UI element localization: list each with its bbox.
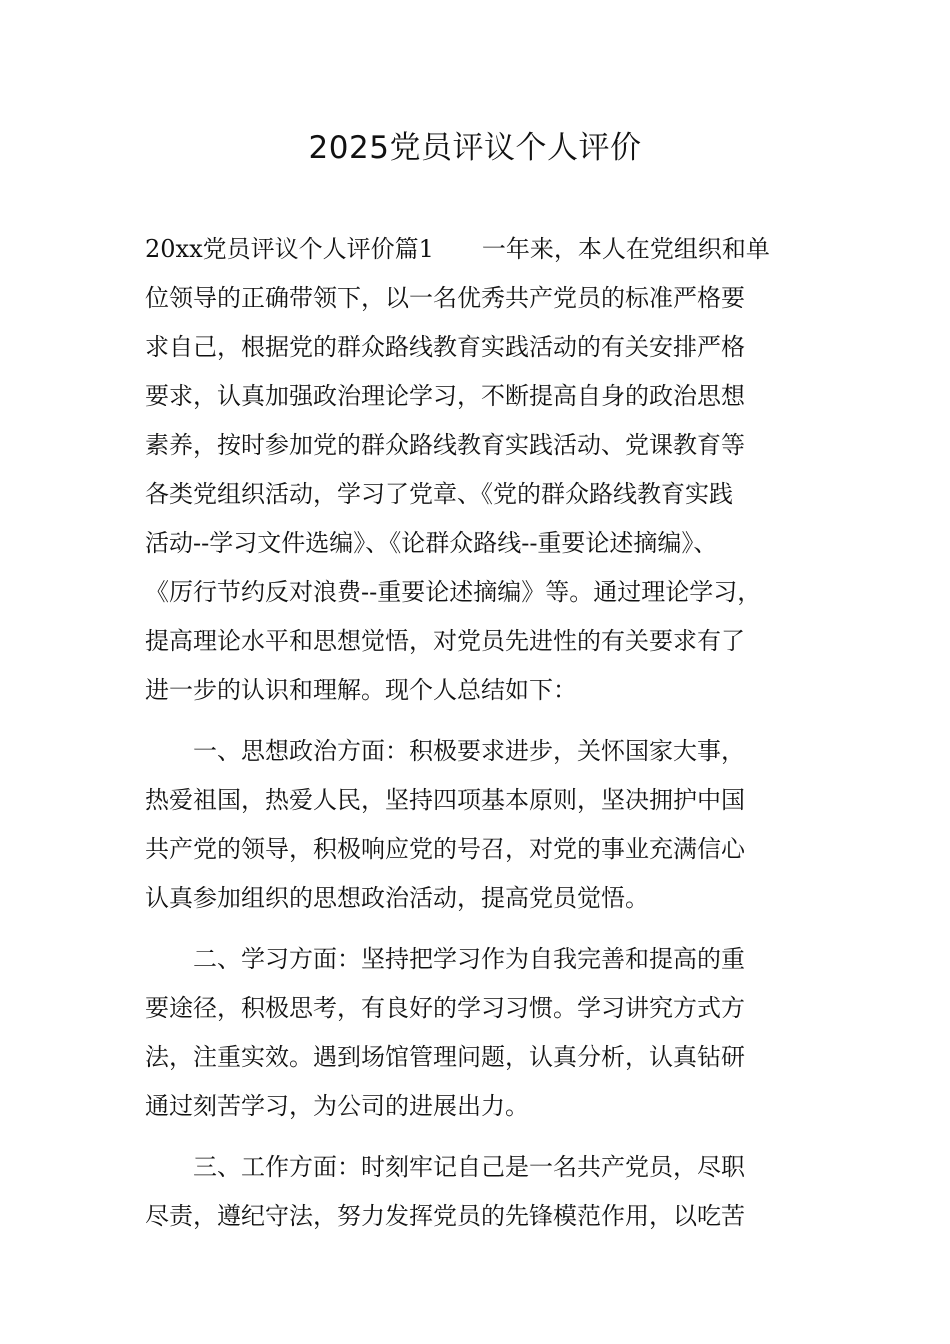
text-line: 进一步的认识和理解。现个人总结如下： [145, 676, 577, 704]
text-line: 共产党的领导，积极响应党的号召，对党的事业充满信心 [145, 835, 745, 863]
paragraph-gap [145, 715, 817, 727]
paragraph-gap [145, 923, 817, 935]
paragraph-gap [145, 1131, 817, 1143]
document-body [145, 225, 817, 1241]
text-line: 一、思想政治方面：积极要求进步，关怀国家大事， [193, 737, 745, 765]
text-line: 认真参加组织的思想政治活动，提高党员觉悟。 [145, 884, 649, 912]
text-line: 《厉行节约反对浪费--重要论述摘编》等。通过理论学习， [145, 578, 762, 606]
document-title: 2025党员评议个人评价 [308, 130, 642, 166]
text-line: 通过刻苦学习，为公司的进展出力。 [145, 1092, 529, 1120]
text-line: 各类党组织活动，学习了党章、《党的群众路线教育实践 [145, 480, 733, 508]
text-line: 提高理论水平和思想觉悟，对党员先进性的有关要求有了 [145, 627, 745, 655]
text-line: 求自己，根据党的群众路线教育实践活动的有关安排严格 [145, 333, 745, 361]
text-line: 二、学习方面：坚持把学习作为自我完善和提高的重 [193, 945, 745, 973]
paragraph-intro [145, 225, 817, 715]
paragraph-section-2 [145, 935, 817, 1131]
paragraph-section-1 [145, 727, 817, 923]
text-line: 素养，按时参加党的群众路线教育实践活动、党课教育等 [145, 431, 745, 459]
text-line: 要求，认真加强政治理论学习，不断提高自身的政治思想 [145, 382, 745, 410]
text-line: 位领导的正确带领下，以一名优秀共产党员的标准严格要 [145, 284, 745, 312]
paragraph-section-3 [145, 1143, 817, 1241]
text-line: 尽责，遵纪守法，努力发挥党员的先锋模范作用，以吃苦 [145, 1202, 745, 1230]
text-line: 热爱祖国，热爱人民，坚持四项基本原则，坚决拥护中国 [145, 786, 745, 814]
text-line: 三、工作方面：时刻牢记自己是一名共产党员，尽职 [193, 1153, 745, 1181]
text-line: 要途径，积极思考，有良好的学习习惯。学习讲究方式方 [145, 994, 745, 1022]
text-line: 法，注重实效。遇到场馆管理问题，认真分析，认真钻研 [145, 1043, 745, 1071]
text-line: 活动--学习文件选编》、《论群众路线--重要论述摘编》、 [145, 529, 718, 557]
text-line: 20xx党员评议个人评价篇1 一年来，本人在党组织和单 [145, 235, 770, 263]
